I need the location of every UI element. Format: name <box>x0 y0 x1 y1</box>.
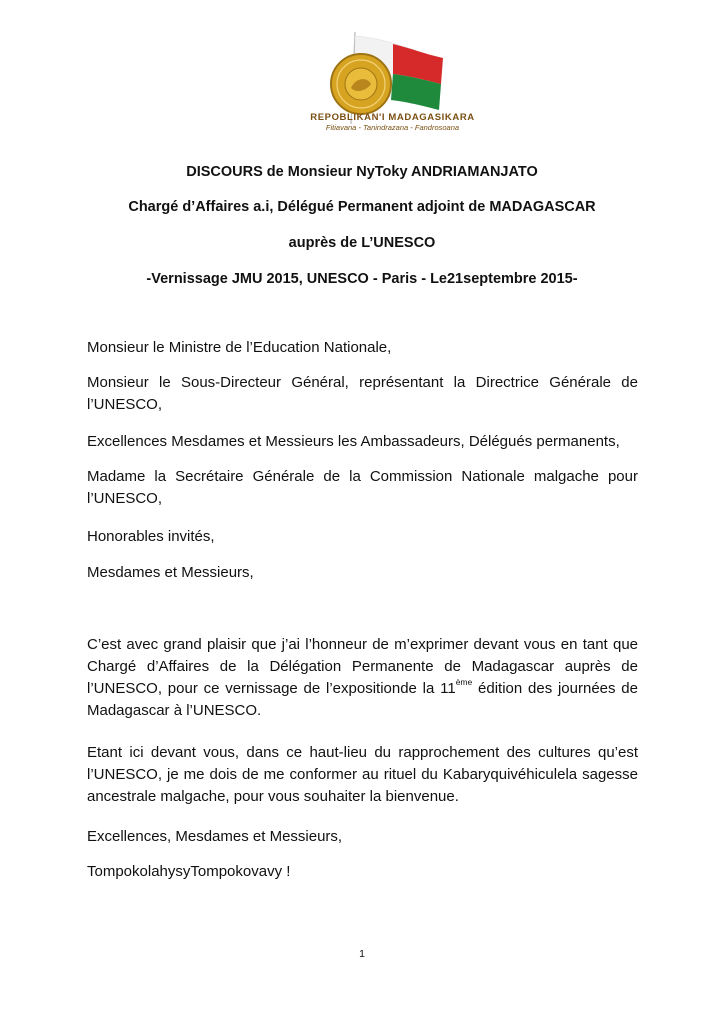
paragraph-text: édition des journées de Madagascar à l’UNESCO. <box>87 680 638 719</box>
ordinal-superscript: ème <box>455 677 473 687</box>
paragraph-text: TompokolahysyTompokovavy ! <box>87 863 291 880</box>
event-line: -Vernissage JMU 2015, UNESCO - Paris - Le21septembre 2015- <box>146 271 578 287</box>
salutation-text: Honorables invités, <box>87 528 215 545</box>
salutation-1 <box>87 337 638 359</box>
paragraph-2 <box>87 742 638 808</box>
paragraph-3 <box>87 826 638 848</box>
salutation-4 <box>87 466 638 510</box>
seal-caption <box>285 112 500 132</box>
seal-country-name: REPOBLIKAN'I MADAGASIKARA <box>310 112 475 123</box>
salutation-text: Monsieur le Ministre de l’Education Nationale, <box>87 339 392 356</box>
salutation-5 <box>87 526 638 548</box>
seal-motto: Fitiavana - Tanindrazana - Fandrosoana <box>325 123 460 132</box>
salutation-text: Madame la Secrétaire Générale de la Commission Nationale malgache pour l’UNESCO, <box>87 468 638 507</box>
salutation-2 <box>87 372 638 416</box>
speaker-organisation: auprès de L’UNESCO <box>288 235 436 251</box>
salutation-text: Mesdames et Messieurs, <box>87 564 254 581</box>
paragraph-1 <box>87 634 638 722</box>
page-number: 1 <box>359 948 365 960</box>
salutation-3 <box>87 431 638 453</box>
paragraph-text: Excellences, Mesdames et Messieurs, <box>87 828 343 845</box>
paragraph-text: C’est avec grand plaisir que j’ai l’honneur de m’exprimer devant vous en tant que Chargé d’Affaires de la Délégation Permanente de Madagascar auprès de l’UNESCO, pour ce vernissage de l’expositionde la 11 <box>87 636 638 697</box>
salutation-text: Monsieur le Sous-Directeur Général, représentant la Directrice Générale de l’UNESCO, <box>87 374 638 413</box>
salutation-6 <box>87 562 638 584</box>
paragraph-4 <box>87 861 638 883</box>
salutation-text: Excellences Mesdames et Messieurs les Ambassadeurs, Délégués permanents, <box>87 433 620 450</box>
paragraph-text: Etant ici devant vous, dans ce haut-lieu du rapprochement des cultures qu’est l’UNESCO, je me dois de me conformer au rituel du Kabaryquivéhiculela sagesse ancestrale malgache, pour vous souhaiter la bienvenue. <box>87 744 638 805</box>
speech-title: DISCOURS de Monsieur NyToky ANDRIAMANJATO <box>186 164 538 180</box>
speaker-role: Chargé d’Affaires a.i, Délégué Permanent adjoint de MADAGASCAR <box>128 199 596 215</box>
